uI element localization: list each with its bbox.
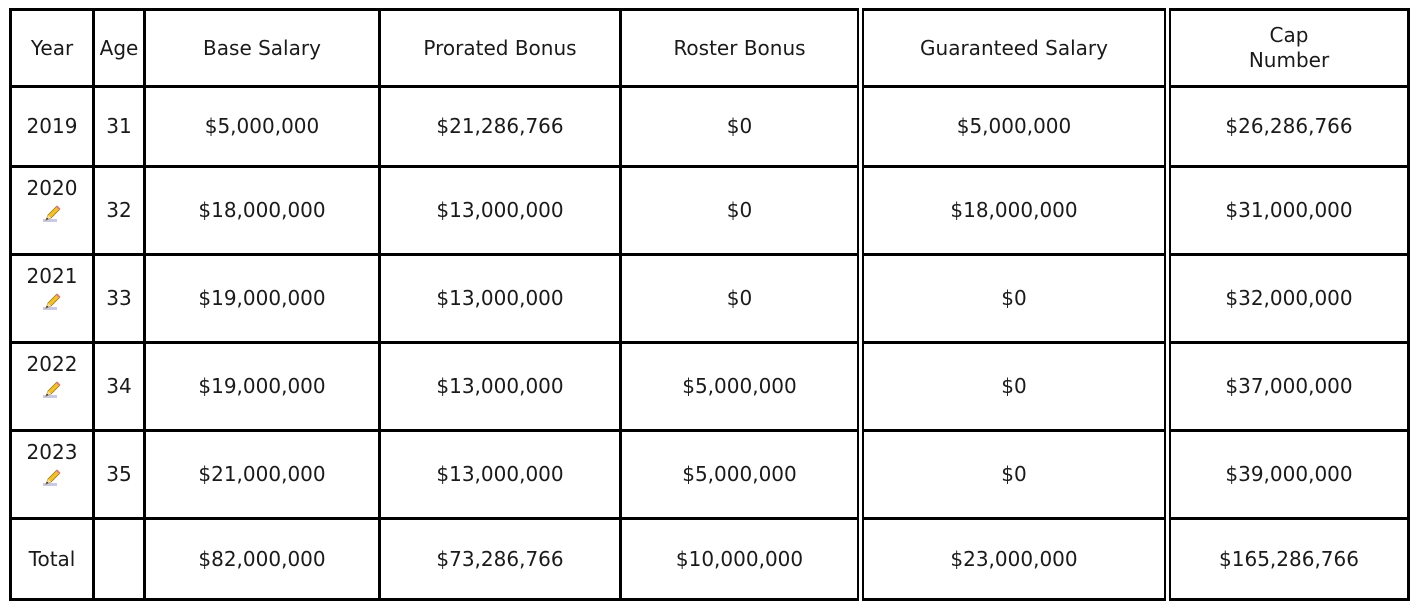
header-cap-number-line2: Number <box>1248 48 1330 72</box>
cell-roster-bonus: $0 <box>621 167 861 255</box>
total-prorated-bonus: $73,286,766 <box>380 519 621 600</box>
cell-age: 31 <box>94 87 145 167</box>
cell-age: 33 <box>94 255 145 343</box>
header-prorated-bonus: Prorated Bonus <box>380 10 621 87</box>
cell-prorated-bonus: $13,000,000 <box>380 343 621 431</box>
cell-base-salary: $19,000,000 <box>145 255 380 343</box>
cell-base-salary: $21,000,000 <box>145 431 380 519</box>
year-label: 2021 <box>26 264 78 288</box>
total-base-salary: $82,000,000 <box>145 519 380 600</box>
header-cap-number-line1: Cap <box>1269 23 1309 47</box>
pencil-edit-icon[interactable] <box>42 204 62 224</box>
year-label: 2023 <box>26 440 78 464</box>
cell-roster-bonus: $0 <box>621 255 861 343</box>
cell-cap-number: $37,000,000 <box>1168 343 1409 431</box>
cell-base-salary: $18,000,000 <box>145 167 380 255</box>
total-guaranteed-salary: $23,000,000 <box>861 519 1168 600</box>
cell-guaranteed-salary: $5,000,000 <box>861 87 1168 167</box>
table-header-row <box>11 10 1409 87</box>
cell-roster-bonus: $0 <box>621 87 861 167</box>
header-cap-number <box>1168 10 1409 87</box>
cell-cap-number: $39,000,000 <box>1168 431 1409 519</box>
cell-prorated-bonus: $13,000,000 <box>380 431 621 519</box>
header-age: Age <box>94 10 145 87</box>
cell-base-salary: $19,000,000 <box>145 343 380 431</box>
cell-prorated-bonus: $21,286,766 <box>380 87 621 167</box>
cell-age: 34 <box>94 343 145 431</box>
cell-year <box>11 431 94 519</box>
cell-guaranteed-salary: $0 <box>861 343 1168 431</box>
cell-year <box>11 255 94 343</box>
header-roster-bonus: Roster Bonus <box>621 10 861 87</box>
cell-year <box>11 87 94 167</box>
total-age <box>94 519 145 600</box>
cell-prorated-bonus: $13,000,000 <box>380 167 621 255</box>
pencil-edit-icon[interactable] <box>42 380 62 400</box>
year-label: 2022 <box>26 352 78 376</box>
cell-cap-number: $31,000,000 <box>1168 167 1409 255</box>
cell-year <box>11 343 94 431</box>
cell-age: 32 <box>94 167 145 255</box>
header-guaranteed-salary: Guaranteed Salary <box>861 10 1168 87</box>
header-base-salary: Base Salary <box>145 10 380 87</box>
cell-year <box>11 167 94 255</box>
total-label: Total <box>11 519 94 600</box>
total-roster-bonus: $10,000,000 <box>621 519 861 600</box>
cell-prorated-bonus: $13,000,000 <box>380 255 621 343</box>
table-total-row <box>11 519 1409 600</box>
table-row <box>11 255 1409 343</box>
cell-cap-number: $32,000,000 <box>1168 255 1409 343</box>
table-row <box>11 431 1409 519</box>
header-year: Year <box>11 10 94 87</box>
pencil-edit-icon[interactable] <box>42 468 62 488</box>
cell-cap-number: $26,286,766 <box>1168 87 1409 167</box>
pencil-edit-icon[interactable] <box>42 292 62 312</box>
cell-base-salary: $5,000,000 <box>145 87 380 167</box>
cell-roster-bonus: $5,000,000 <box>621 431 861 519</box>
total-cap-number: $165,286,766 <box>1168 519 1409 600</box>
cell-age: 35 <box>94 431 145 519</box>
table-row <box>11 343 1409 431</box>
cell-guaranteed-salary: $0 <box>861 431 1168 519</box>
table-row <box>11 87 1409 167</box>
year-label: 2020 <box>26 176 78 200</box>
year-label: 2019 <box>26 114 78 138</box>
table-row <box>11 167 1409 255</box>
cell-guaranteed-salary: $18,000,000 <box>861 167 1168 255</box>
cell-guaranteed-salary: $0 <box>861 255 1168 343</box>
cell-roster-bonus: $5,000,000 <box>621 343 861 431</box>
salary-cap-table <box>9 8 1410 601</box>
